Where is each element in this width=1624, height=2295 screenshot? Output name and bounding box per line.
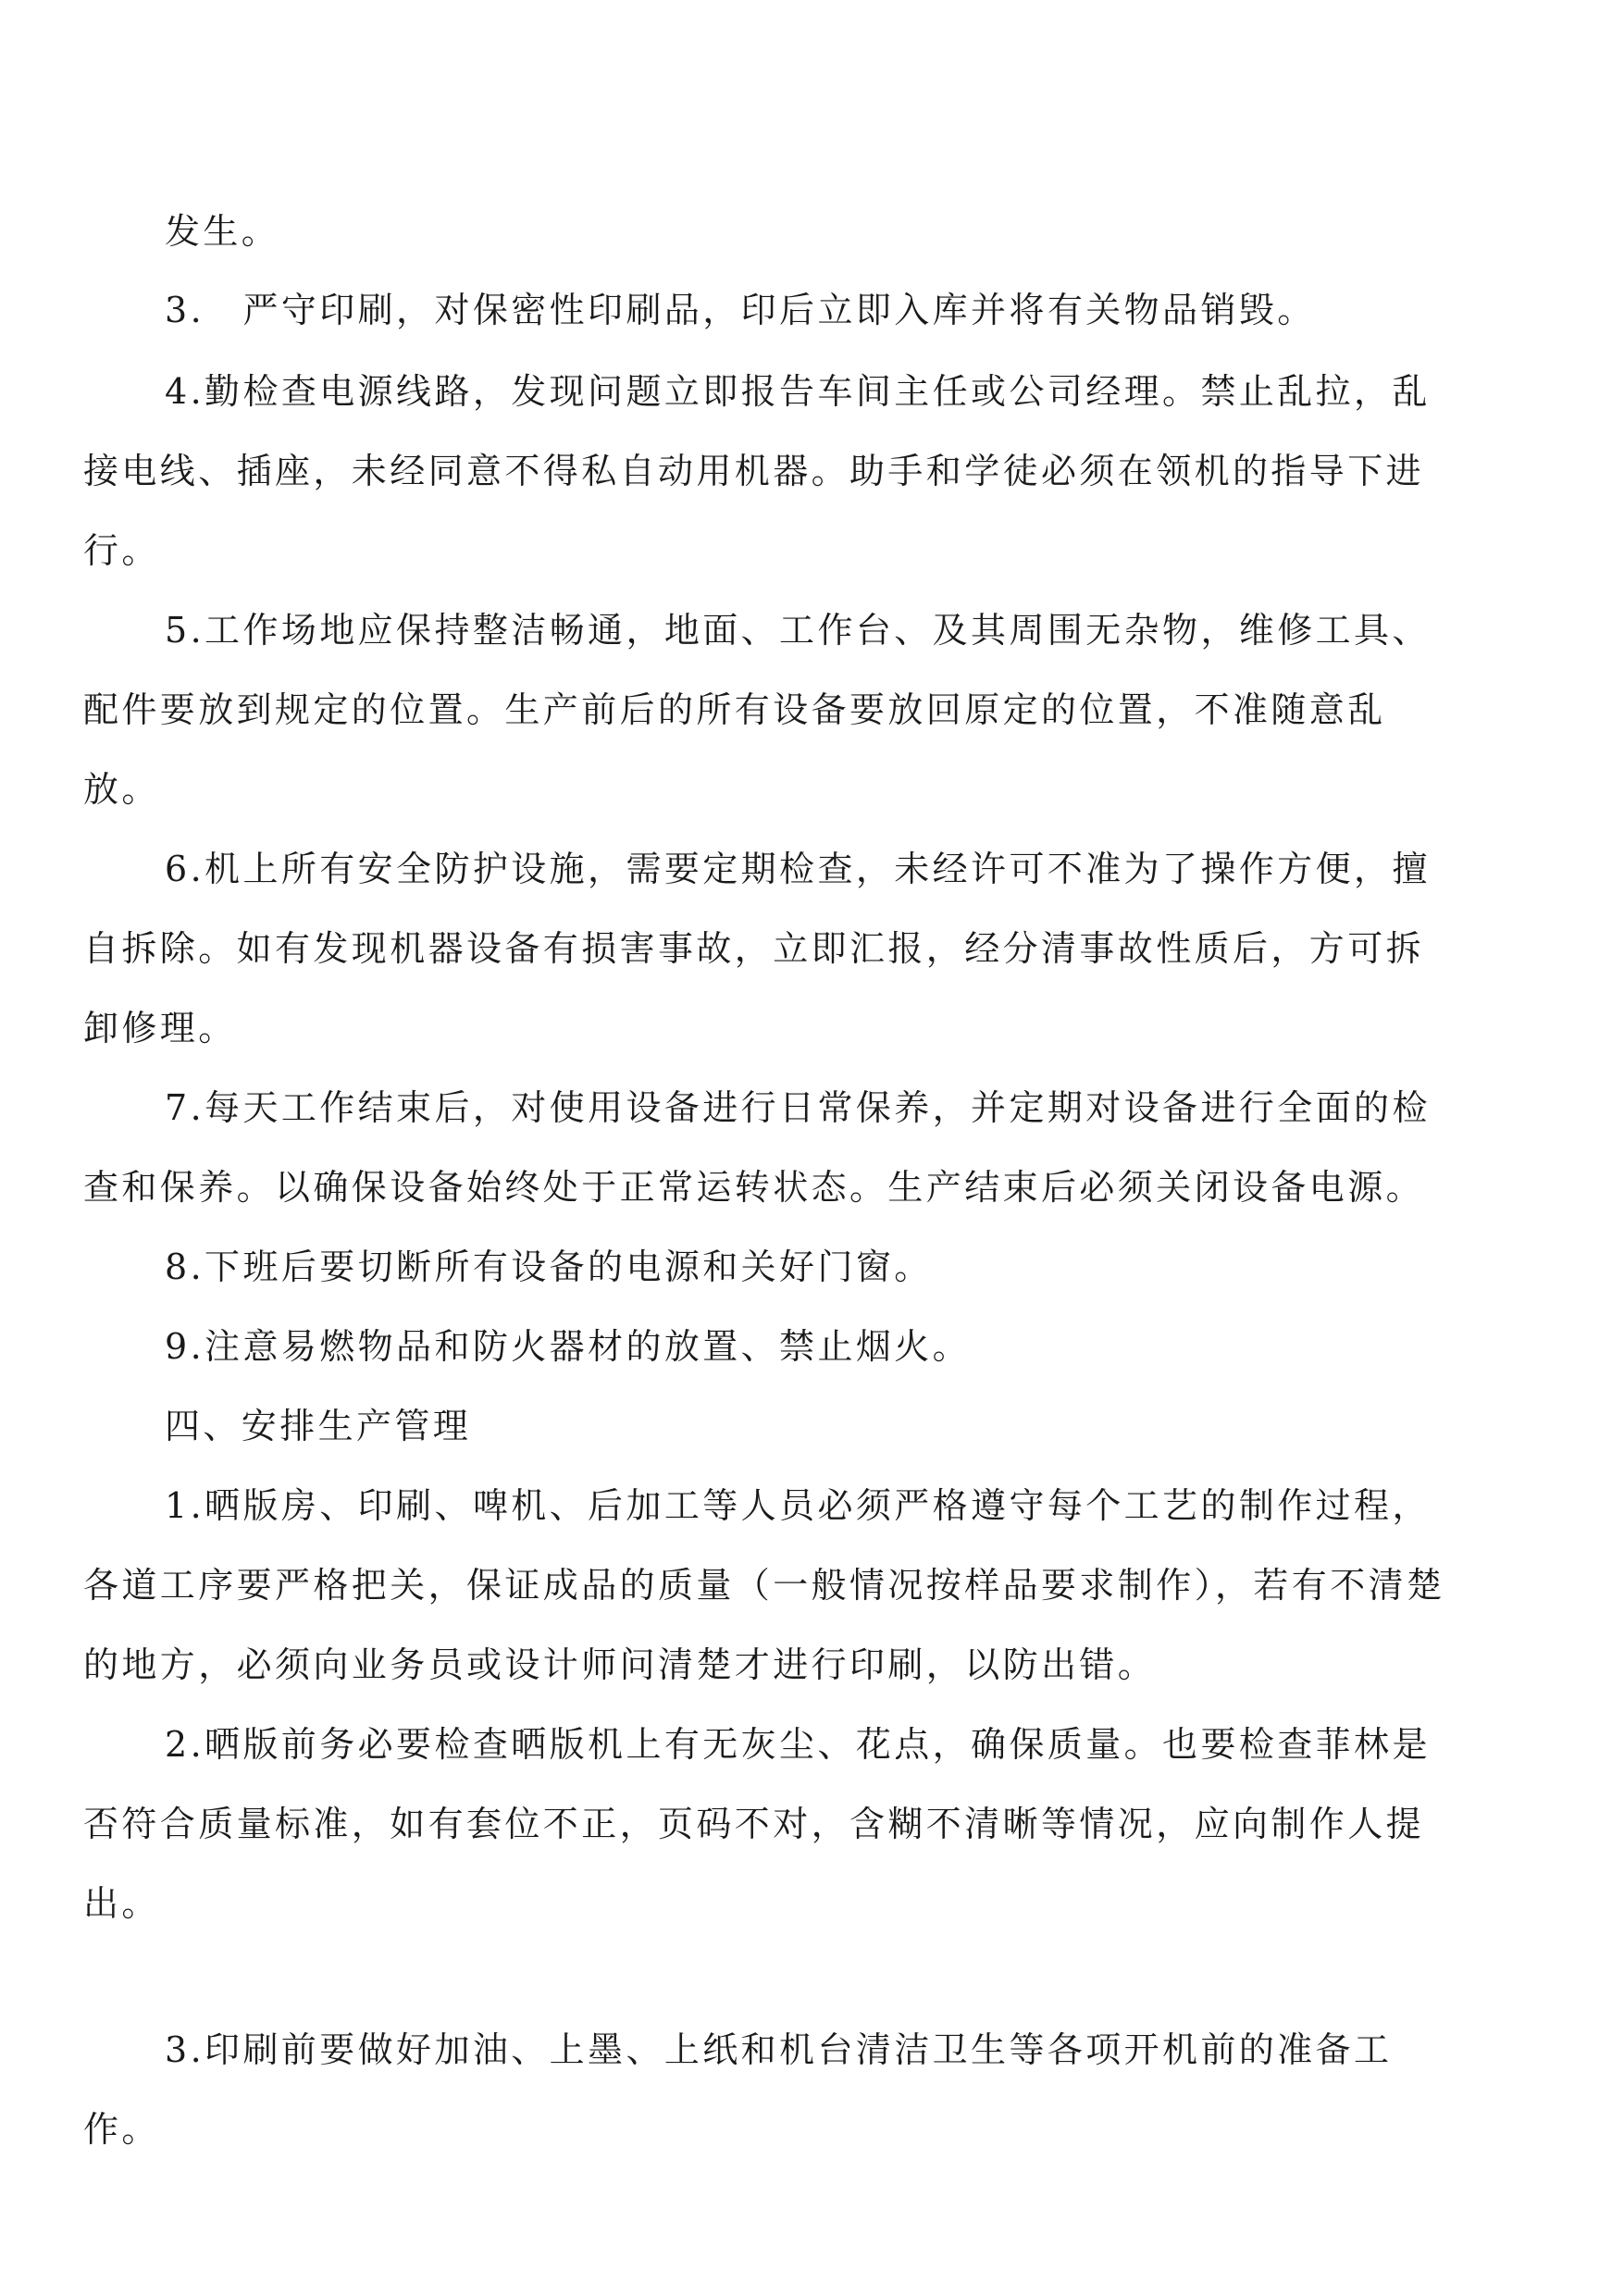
text-line: 放。: [83, 769, 160, 810]
section-heading: 四、安排生产管理: [165, 1406, 472, 1446]
text-line: 行。: [83, 530, 160, 571]
text-line: 4.勤检查电源线路，发现问题立即报告车间主任或公司经理。禁止乱拉，乱: [165, 371, 1431, 412]
text-line: 2.晒版前务必要检查晒版机上有无灰尘、花点，确保质量。也要检查菲林是: [165, 1724, 1431, 1765]
text-line: 各道工序要严格把关，保证成品的质量（一般情况按样品要求制作），若有不清楚: [83, 1565, 1445, 1606]
text-line: 8.下班后要切断所有设备的电源和关好门窗。: [165, 1247, 933, 1287]
text-line: 自拆除。如有发现机器设备有损害事故，立即汇报，经分清事故性质后，方可拆: [83, 928, 1425, 969]
text-line: 作。: [83, 2109, 160, 2150]
text-line: 6.机上所有安全防护设施，需要定期检查，未经许可不准为了操作方便，擅: [165, 849, 1431, 889]
text-line: 接电线、插座，未经同意不得私自动用机器。助手和学徒必须在领机的指导下进: [83, 451, 1425, 491]
text-line: 3. 严守印刷，对保密性印刷品，印后立即入库并将有关物品销毁。: [165, 290, 1316, 330]
text-line: 3.印刷前要做好加油、上墨、上纸和机台清洁卫生等各项开机前的准备工: [165, 2029, 1393, 2070]
text-line: 出。: [83, 1883, 160, 1924]
text-line: 配件要放到规定的位置。生产前后的所有设备要放回原定的位置，不准随意乱: [83, 689, 1386, 730]
text-line: 否符合质量标准，如有套位不正，页码不对，含糊不清晰等情况，应向制作人提: [83, 1804, 1425, 1844]
text-line: 查和保养。以确保设备始终处于正常运转状态。生产结束后必须关闭设备电源。: [83, 1167, 1425, 1208]
text-line: 卸修理。: [83, 1008, 237, 1048]
text-line: 的地方，必须向业务员或设计师问清楚才进行印刷，以防出错。: [83, 1644, 1157, 1685]
text-line: 发生。: [165, 211, 280, 252]
text-line: 5.工作场地应保持整洁畅通，地面、工作台、及其周围无杂物，维修工具、: [165, 610, 1431, 651]
text-line: 7.每天工作结束后，对使用设备进行日常保养，并定期对设备进行全面的检: [165, 1087, 1431, 1128]
text-line: 9.注意易燃物品和防火器材的放置、禁止烟火。: [165, 1326, 972, 1367]
text-line: 1.晒版房、印刷、啤机、后加工等人员必须严格遵守每个工艺的制作过程，: [165, 1485, 1431, 1526]
